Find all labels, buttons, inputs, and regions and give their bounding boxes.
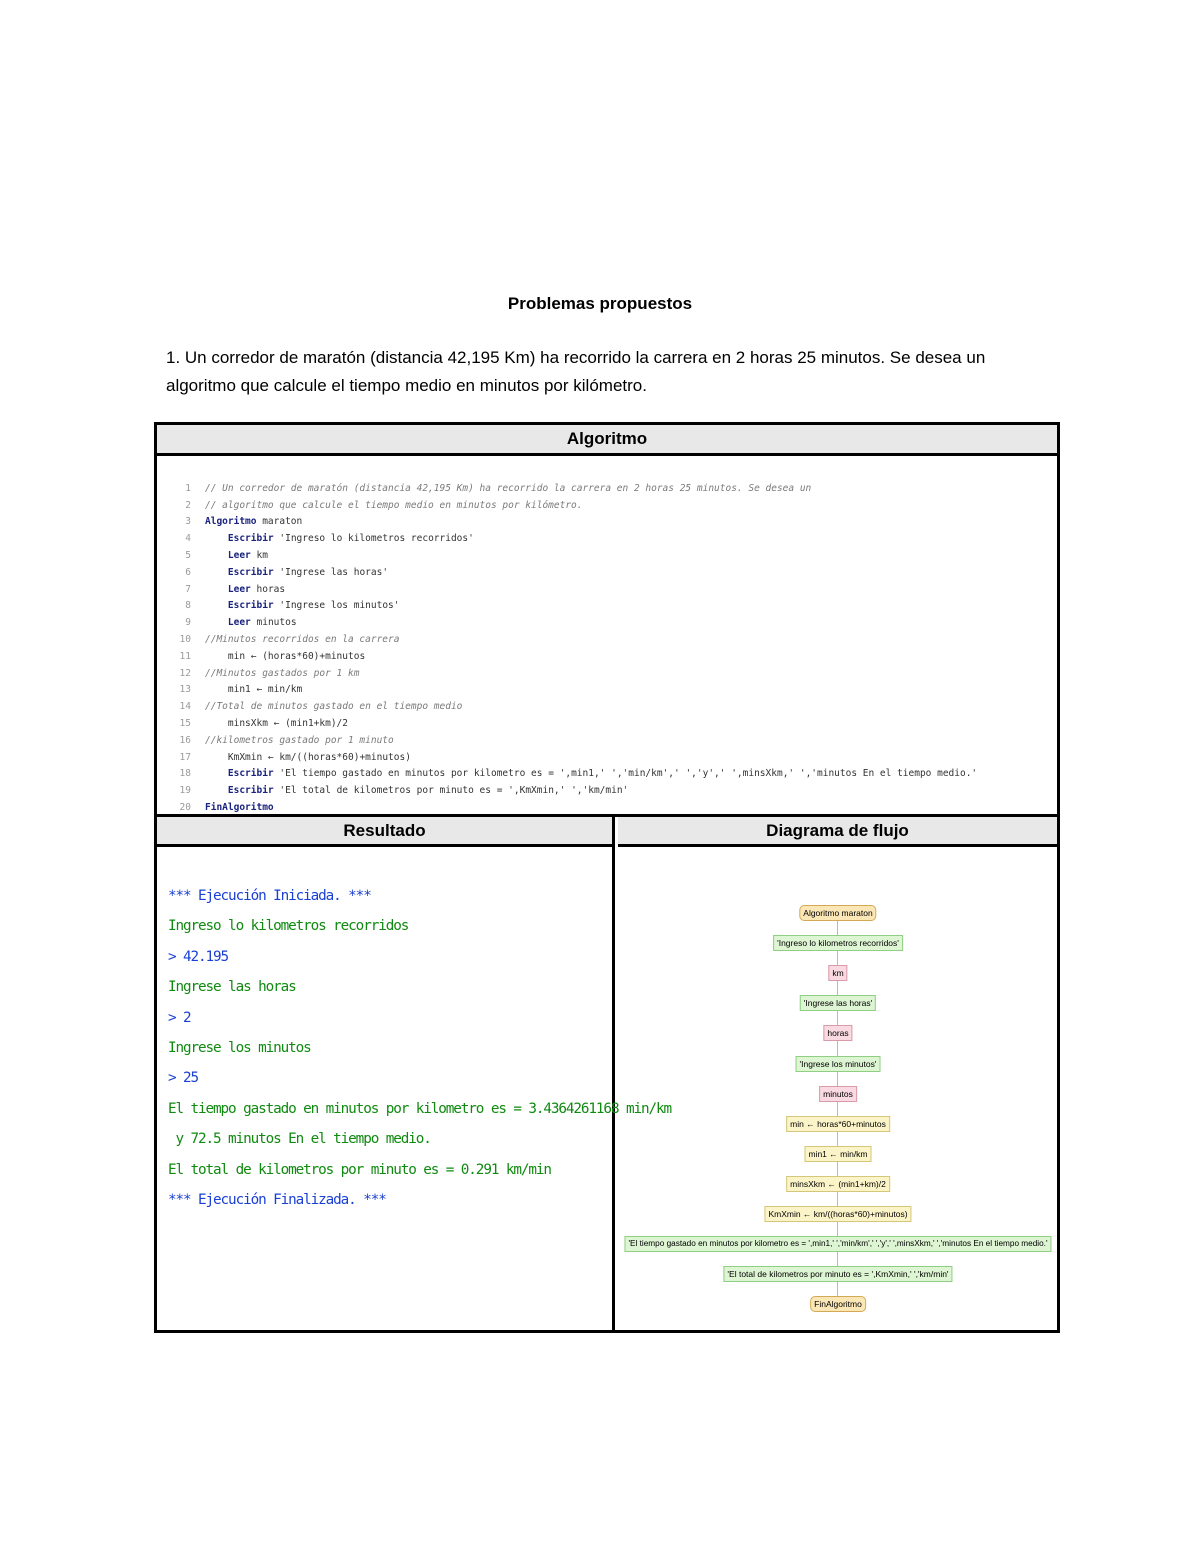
code-text: km [250,550,268,562]
code-text: 'El total de kilometros por minuto es = ',KmXmin,' ','km/min' [273,785,629,797]
code-keyword: Leer [227,550,251,562]
flowchart-node: min ← horas*60+minutos [786,1116,890,1132]
code-line [157,682,1057,699]
code-line [157,698,1057,715]
line-number: 6 [185,566,191,578]
code-text: KmXmin ← km/((horas*60)+minutos) [227,751,411,763]
code-line [157,749,1057,766]
algorithm-header: Algoritmo [157,425,1057,456]
line-number: 12 [179,667,191,679]
code-keyword: Leer [227,617,251,629]
console-line: > 2 [168,1009,191,1026]
console-line: El tiempo gastado en minutos por kilometro es = 3.4364261168 min/km [168,1100,671,1117]
flowchart-node: 'El total de kilometros por minuto es = ',KmXmin,' ','km/min' [723,1266,952,1282]
code-indent [205,768,228,779]
code-comment: //kilometros gastado por 1 minuto [205,734,394,746]
line-number: 9 [185,617,191,629]
code-comment: //Total de minutos gastado en el tiempo medio [205,701,463,713]
execution-output [157,847,671,1330]
line-number: 1 [185,482,191,494]
console-line: y 72.5 minutos En el tiempo medio. [168,1131,431,1148]
code-indent [205,550,228,561]
code-indent [205,684,228,695]
line-number: 11 [179,650,191,662]
code-indent [205,533,228,544]
code-line [157,547,1057,564]
code-indent [205,584,228,595]
console-line: El total de kilometros por minuto es = 0.291 km/min [168,1161,551,1178]
code-keyword: Leer [227,583,251,595]
code-line [157,530,1057,547]
code-comment: // algoritmo que calcule el tiempo medio en minutos por kilómetro. [205,499,583,511]
line-number: 20 [179,802,191,814]
code-line [157,631,1057,648]
line-number: 5 [185,550,191,562]
line-number: 2 [185,499,191,511]
flowchart-diagram [618,847,1057,1330]
flowchart-node: Algoritmo maraton [799,905,876,921]
flowchart-node: 'Ingrese los minutos' [796,1056,881,1072]
flowchart-header: Diagrama de flujo [618,817,1057,847]
flowchart-node: horas [823,1025,852,1041]
code-line [157,648,1057,665]
line-number: 18 [179,768,191,780]
code-indent [205,718,228,729]
code-text: min1 ← min/km [227,684,303,696]
console-line: > 42.195 [168,948,229,965]
code-line [157,497,1057,514]
code-keyword: Escribir [227,600,274,612]
code-line [157,581,1057,598]
code-line [157,732,1057,749]
pseudocode-listing [157,456,1057,817]
flowchart-node: min1 ← min/km [804,1146,871,1162]
code-text: 'El tiempo gastado en minutos por kilometro es = ',min1,' ','min/km',' ','y',' ',minsXkm,' ','minutos En el tiempo medio.' [273,768,978,780]
code-text: horas [250,583,286,595]
line-number: 17 [179,751,191,763]
code-text: minutos [250,617,297,629]
code-text: minsXkm ← (min1+km)/2 [227,718,348,730]
code-line [157,598,1057,615]
code-indent [205,752,228,763]
code-indent [205,600,228,611]
code-indent [205,567,228,578]
page-title: Problemas propuestos [507,294,693,313]
code-line [157,514,1057,531]
line-number: 14 [179,701,191,713]
flowchart-node: 'El tiempo gastado en minutos por kilometro es = ',min1,' ','min/km',' ','y',' ',minsXkm,' ','minutos En el tiempo medio.' [624,1236,1051,1252]
code-keyword: Escribir [227,785,274,797]
code-keyword: Escribir [227,533,274,545]
console-line: > 25 [168,1070,199,1087]
code-text: min ← (horas*60)+minutos [227,650,366,662]
console-line: Ingreso lo kilometros recorridos [168,918,409,935]
result-header: Resultado [157,817,615,847]
line-number: 7 [185,583,191,595]
code-keyword: Escribir [227,566,274,578]
code-line [157,799,1057,816]
console-line: *** Ejecución Finalizada. *** [168,1191,386,1208]
line-number: 13 [179,684,191,696]
code-line [157,564,1057,581]
flowchart-node: FinAlgoritmo [810,1296,866,1312]
console-line: Ingrese las horas [168,979,296,996]
line-number: 10 [179,634,191,646]
code-line [157,782,1057,799]
code-comment: //Minutos gastados por 1 km [205,667,360,679]
code-indent [205,617,228,628]
code-comment: // Un corredor de maratón (distancia 42,195 Km) ha recorrido la carrera en 2 horas 25 minutos. Se desea un [205,482,812,494]
code-keyword: FinAlgoritmo [205,802,274,814]
code-line [157,480,1057,497]
line-number: 4 [185,533,191,545]
code-indent [205,785,228,796]
line-number: 19 [179,785,191,797]
line-number: 15 [179,718,191,730]
code-text: 'Ingreso lo kilometros recorridos' [273,533,474,545]
code-keyword: Algoritmo [205,516,257,528]
console-line: Ingrese los minutos [168,1039,311,1056]
code-text: maraton [256,516,303,528]
line-number: 3 [185,516,191,528]
code-indent [205,651,228,662]
flowchart-node: 'Ingreso lo kilometros recorridos' [773,935,903,951]
code-line [157,766,1057,783]
code-line [157,715,1057,732]
flowchart-node: km [828,965,847,981]
code-comment: //Minutos recorridos en la carrera [205,634,400,646]
line-number: 16 [179,734,191,746]
flowchart-node: KmXmin ← km/((horas*60)+minutos) [764,1206,911,1222]
flowchart-node: 'Ingrese las horas' [800,995,876,1011]
solution-table [154,422,1060,1333]
flowchart-node: minutos [819,1086,857,1102]
code-line [157,665,1057,682]
flowchart-node: minsXkm ← (min1+km)/2 [786,1176,890,1192]
code-text: 'Ingrese las horas' [273,566,389,578]
problem-statement: 1. Un corredor de maratón (distancia 42,195 Km) ha recorrido la carrera en 2 horas 25 minutos. Se desea un algoritmo que calcule el tiempo medio en minutos por kilómetro. [166,348,986,395]
console-line: *** Ejecución Iniciada. *** [168,888,371,904]
line-number: 8 [185,600,191,612]
code-line [157,614,1057,631]
code-text: 'Ingrese los minutos' [273,600,400,612]
code-keyword: Escribir [227,768,274,780]
